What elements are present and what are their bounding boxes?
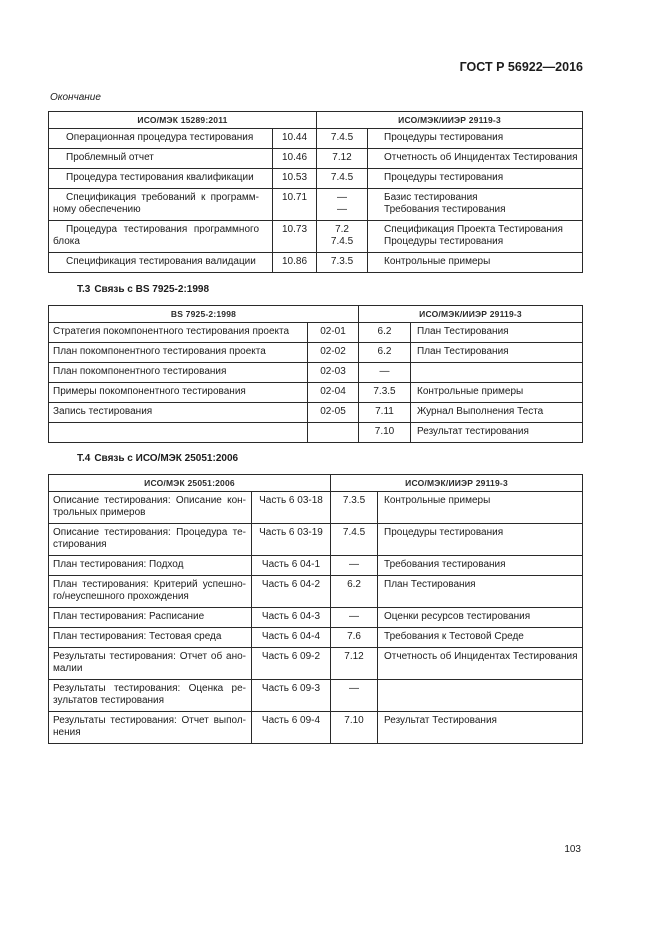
table-row bbox=[49, 712, 583, 744]
cell-text-line: 7.10 bbox=[374, 426, 395, 437]
correspondence-table-iso-25051 bbox=[48, 474, 583, 744]
target-clause-ref bbox=[359, 403, 411, 423]
cell-text-line: Описание тестирования: Процедура те- bbox=[53, 527, 246, 538]
target-information-item bbox=[411, 383, 583, 403]
section-number: Т.3 bbox=[77, 284, 91, 295]
target-information-item bbox=[368, 189, 583, 221]
target-information-item bbox=[378, 524, 583, 556]
source-clause-ref bbox=[252, 608, 331, 628]
cell-text-line: 6.2 bbox=[347, 579, 361, 590]
source-clause-ref bbox=[273, 253, 317, 273]
table-row bbox=[49, 492, 583, 524]
cell-text-line: План Тестирования bbox=[417, 326, 509, 337]
correspondence-table-iso-15289 bbox=[48, 111, 583, 273]
source-clause-ref bbox=[308, 343, 359, 363]
cell-text-line: Требования тестирования bbox=[384, 559, 506, 570]
target-standard-header: ИСО/МЭК/ИИЭР 29119-3 bbox=[317, 112, 583, 129]
cell-text-line: Результат Тестирования bbox=[384, 715, 497, 726]
source-clause-ref bbox=[308, 383, 359, 403]
table-row bbox=[49, 556, 583, 576]
target-clause-ref bbox=[331, 524, 378, 556]
target-clause-ref bbox=[359, 383, 411, 403]
source-clause-ref bbox=[252, 680, 331, 712]
cell-text-line: 02-02 bbox=[320, 346, 346, 357]
cell-text-line: нения bbox=[53, 727, 81, 738]
cell-text-line: Контрольные примеры bbox=[417, 386, 524, 397]
table-row bbox=[49, 648, 583, 680]
source-clause-ref bbox=[252, 524, 331, 556]
target-clause-ref bbox=[317, 129, 368, 149]
source-clause-ref bbox=[252, 712, 331, 744]
table-body bbox=[49, 323, 583, 443]
cell-text-line: 02-04 bbox=[320, 386, 346, 397]
target-clause-ref bbox=[331, 712, 378, 744]
target-information-item bbox=[411, 423, 583, 443]
source-clause-ref bbox=[308, 323, 359, 343]
source-document-item bbox=[49, 576, 252, 608]
cell-text-line: Часть 6 04-1 bbox=[261, 559, 321, 570]
table-body bbox=[49, 129, 583, 273]
source-clause-ref bbox=[273, 221, 317, 253]
source-document-item bbox=[49, 253, 273, 273]
table-row bbox=[49, 323, 583, 343]
cell-text-line: Примеры покомпонентного тестирования bbox=[53, 386, 246, 397]
cell-text-line: — bbox=[337, 204, 348, 215]
cell-text-line: блока bbox=[53, 236, 80, 247]
table-row bbox=[49, 221, 583, 253]
cell-text-line: 7.2 bbox=[335, 224, 349, 235]
source-standard-header: ИСО/МЭК 15289:2011 bbox=[49, 112, 317, 129]
table-head bbox=[49, 112, 583, 129]
cell-text-line: — bbox=[349, 683, 360, 694]
target-information-item bbox=[378, 648, 583, 680]
cell-text-line: — bbox=[349, 611, 360, 622]
target-clause-ref bbox=[317, 221, 368, 253]
target-clause-ref bbox=[331, 628, 378, 648]
cell-text-line: Контрольные примеры bbox=[384, 256, 491, 267]
cell-text-line: 10.44 bbox=[281, 132, 308, 143]
cell-text-line: Процедура тестирования программного bbox=[66, 224, 259, 235]
cell-text-line: трольных примеров bbox=[53, 507, 146, 518]
target-information-item bbox=[411, 343, 583, 363]
cell-text-line: 7.12 bbox=[344, 651, 364, 662]
target-clause-ref bbox=[359, 343, 411, 363]
source-document-item bbox=[49, 556, 252, 576]
source-clause-ref bbox=[273, 149, 317, 169]
cell-text-line: План тестирования: Тестовая среда bbox=[53, 631, 222, 642]
target-clause-ref bbox=[359, 423, 411, 443]
cell-text-line: Процедура тестирования квалификации bbox=[66, 172, 254, 183]
source-clause-ref bbox=[252, 576, 331, 608]
cell-text-line: Описание тестирования: Описание кон- bbox=[53, 495, 246, 506]
cell-text-line: Стратегия покомпонентного тестирования проекта bbox=[53, 326, 290, 337]
document-designation: ГОСТ Р 56922—2016 bbox=[459, 60, 583, 74]
cell-text-line: План покомпонентного тестирования проекта bbox=[53, 346, 266, 357]
cell-text-line: Процедуры тестирования bbox=[384, 527, 504, 538]
cell-text-line: — bbox=[337, 192, 348, 203]
table-row bbox=[49, 253, 583, 273]
cell-text-line: 7.3.5 bbox=[342, 495, 366, 506]
section-heading-t4 bbox=[77, 453, 238, 465]
cell-text-line: 10.53 bbox=[281, 172, 308, 183]
cell-text-line: 02-03 bbox=[320, 366, 346, 377]
cell-text-line: Часть 6 09-3 bbox=[261, 683, 321, 694]
source-standard-header: ИСО/МЭК 25051:2006 bbox=[49, 475, 331, 492]
source-document-item bbox=[49, 524, 252, 556]
source-document-item bbox=[49, 363, 308, 383]
source-clause-ref bbox=[252, 556, 331, 576]
target-information-item bbox=[368, 169, 583, 189]
section-title: Связь с ИСО/МЭК 25051:2006 bbox=[94, 453, 239, 464]
target-clause-ref bbox=[317, 169, 368, 189]
correspondence-table-bs-7925 bbox=[48, 305, 583, 443]
target-clause-ref bbox=[359, 363, 411, 383]
source-clause-ref bbox=[252, 648, 331, 680]
cell-text-line: 7.4.5 bbox=[342, 527, 366, 538]
cell-text-line: малии bbox=[53, 663, 83, 674]
cell-text-line: Отчетность об Инцидентах Тестирования bbox=[384, 651, 578, 662]
source-clause-ref bbox=[308, 423, 359, 443]
cell-text-line: 02-05 bbox=[320, 406, 346, 417]
table-row bbox=[49, 149, 583, 169]
target-clause-ref bbox=[331, 680, 378, 712]
cell-text-line: План тестирования: Подход bbox=[53, 559, 184, 570]
table-row bbox=[49, 363, 583, 383]
target-clause-ref bbox=[331, 556, 378, 576]
cell-text-line: Требования тестирования bbox=[384, 204, 506, 215]
cell-text-line: 10.46 bbox=[281, 152, 308, 163]
cell-text-line: 7.4.5 bbox=[330, 132, 354, 143]
source-document-item bbox=[49, 169, 273, 189]
source-clause-ref bbox=[273, 129, 317, 149]
cell-text-line: 7.4.5 bbox=[330, 236, 354, 247]
source-document-item bbox=[49, 383, 308, 403]
cell-text-line: Результаты тестирования: Оценка ре- bbox=[53, 683, 246, 694]
page-number: 103 bbox=[564, 844, 581, 855]
cell-text-line: Отчетность об Инцидентах Тестирования bbox=[384, 152, 578, 163]
target-information-item bbox=[411, 403, 583, 423]
table-row bbox=[49, 169, 583, 189]
target-information-item bbox=[368, 149, 583, 169]
target-clause-ref bbox=[331, 492, 378, 524]
cell-text-line: Операционная процедура тестирования bbox=[66, 132, 254, 143]
cell-text-line: 7.4.5 bbox=[330, 172, 354, 183]
cell-text-line: Журнал Выполнения Теста bbox=[417, 406, 544, 417]
table-row bbox=[49, 423, 583, 443]
cell-text-line: План тестирования: Расписание bbox=[53, 611, 205, 622]
source-document-item bbox=[49, 403, 308, 423]
cell-text-line: Процедуры тестирования bbox=[384, 172, 504, 183]
table-row bbox=[49, 343, 583, 363]
table-row bbox=[49, 628, 583, 648]
table-header-row bbox=[49, 306, 583, 323]
cell-text-line: Результат тестирования bbox=[417, 426, 529, 437]
target-information-item bbox=[378, 712, 583, 744]
target-information-item bbox=[378, 556, 583, 576]
cell-text-line: го/неуспешного прохождения bbox=[53, 591, 189, 602]
cell-text-line: Базис тестирования bbox=[384, 192, 478, 203]
target-information-item bbox=[368, 221, 583, 253]
cell-text-line: — bbox=[379, 366, 390, 377]
source-clause-ref bbox=[308, 363, 359, 383]
cell-text-line: 7.3.5 bbox=[330, 256, 354, 267]
table-row bbox=[49, 383, 583, 403]
cell-text-line: Часть 6 09-2 bbox=[261, 651, 321, 662]
cell-text-line: План Тестирования bbox=[417, 346, 509, 357]
cell-text-line: — bbox=[349, 559, 360, 570]
cell-text-line: Контрольные примеры bbox=[384, 495, 491, 506]
source-clause-ref bbox=[252, 628, 331, 648]
table-row bbox=[49, 576, 583, 608]
target-clause-ref bbox=[359, 323, 411, 343]
cell-text-line: 7.12 bbox=[332, 152, 352, 163]
target-clause-ref bbox=[317, 189, 368, 221]
source-document-item bbox=[49, 189, 273, 221]
section-number: Т.4 bbox=[77, 453, 91, 464]
cell-text-line: 10.86 bbox=[281, 256, 308, 267]
target-information-item bbox=[378, 608, 583, 628]
cell-text-line: 7.6 bbox=[347, 631, 361, 642]
target-clause-ref bbox=[331, 608, 378, 628]
cell-text-line: 7.3.5 bbox=[373, 386, 396, 397]
source-document-item bbox=[49, 129, 273, 149]
source-clause-ref bbox=[273, 169, 317, 189]
cell-text-line: Спецификация тестирования валидации bbox=[66, 256, 256, 267]
source-document-item bbox=[49, 492, 252, 524]
cell-text-line: Результаты тестирования: Отчет об ано- bbox=[53, 651, 246, 662]
cell-text-line: 10.71 bbox=[281, 192, 308, 203]
table-row bbox=[49, 680, 583, 712]
source-document-item bbox=[49, 343, 308, 363]
table-header-row bbox=[49, 475, 583, 492]
cell-text-line: Часть 6 04-2 bbox=[261, 579, 321, 590]
target-information-item bbox=[378, 680, 583, 712]
cell-text-line: зультатов тестирования bbox=[53, 695, 165, 706]
target-information-item bbox=[368, 253, 583, 273]
source-document-item bbox=[49, 323, 308, 343]
cell-text-line: стирования bbox=[53, 539, 107, 550]
cell-text-line: Часть 6 03-18 bbox=[259, 495, 323, 506]
target-information-item bbox=[378, 628, 583, 648]
target-information-item bbox=[378, 576, 583, 608]
table-row bbox=[49, 608, 583, 628]
cell-text-line: ному обеспечению bbox=[53, 204, 141, 215]
cell-text-line: Часть 6 03-19 bbox=[259, 527, 323, 538]
source-document-item bbox=[49, 221, 273, 253]
section-title: Связь с BS 7925-2:1998 bbox=[94, 284, 210, 295]
cell-text-line: 7.11 bbox=[375, 406, 394, 417]
cell-text-line: План тестирования: Критерий успешно- bbox=[53, 579, 246, 590]
cell-text-line: Спецификация Проекта Тестирования bbox=[384, 224, 563, 235]
target-information-item bbox=[368, 129, 583, 149]
target-standard-header: ИСО/МЭК/ИИЭР 29119-3 bbox=[331, 475, 583, 492]
cell-text-line: Процедуры тестирования bbox=[384, 236, 504, 247]
source-clause-ref bbox=[273, 189, 317, 221]
cell-text-line: План Тестирования bbox=[384, 579, 476, 590]
source-clause-ref bbox=[308, 403, 359, 423]
target-information-item bbox=[378, 492, 583, 524]
target-standard-header: ИСО/МЭК/ИИЭР 29119-3 bbox=[359, 306, 583, 323]
cell-text-line: 6.2 bbox=[377, 346, 392, 357]
cell-text-line: Требования к Тестовой Среде bbox=[384, 631, 524, 642]
table-body bbox=[49, 492, 583, 744]
table-header-row bbox=[49, 112, 583, 129]
cell-text-line: Часть 6 09-4 bbox=[261, 715, 321, 726]
section-heading-t3 bbox=[77, 284, 209, 296]
table-continuation-label: Окончание bbox=[50, 92, 101, 103]
source-document-item bbox=[49, 149, 273, 169]
table-head bbox=[49, 475, 583, 492]
cell-text-line: Результаты тестирования: Отчет выпол- bbox=[53, 715, 246, 726]
cell-text-line: 7.10 bbox=[344, 715, 364, 726]
cell-text-line: Запись тестирования bbox=[53, 406, 153, 417]
source-document-item bbox=[49, 423, 308, 443]
cell-text-line: Спецификация требований к программ- bbox=[66, 192, 259, 203]
source-document-item bbox=[49, 628, 252, 648]
cell-text-line: Часть 6 04-4 bbox=[261, 631, 321, 642]
target-information-item bbox=[411, 323, 583, 343]
cell-text-line: Часть 6 04-3 bbox=[261, 611, 321, 622]
table-row bbox=[49, 129, 583, 149]
cell-text-line: Проблемный отчет bbox=[66, 152, 154, 163]
table-row bbox=[49, 403, 583, 423]
source-document-item bbox=[49, 648, 252, 680]
source-standard-header: BS 7925-2:1998 bbox=[49, 306, 359, 323]
cell-text-line: 6.2 bbox=[377, 326, 392, 337]
cell-text-line: 02-01 bbox=[320, 326, 346, 337]
source-clause-ref bbox=[252, 492, 331, 524]
table-head bbox=[49, 306, 583, 323]
target-clause-ref bbox=[317, 253, 368, 273]
source-document-item bbox=[49, 712, 252, 744]
target-clause-ref bbox=[317, 149, 368, 169]
source-document-item bbox=[49, 680, 252, 712]
target-clause-ref bbox=[331, 648, 378, 680]
cell-text-line: Оценки ресурсов тестирования bbox=[384, 611, 531, 622]
cell-text-line: 10.73 bbox=[281, 224, 308, 235]
table-row bbox=[49, 189, 583, 221]
cell-text-line: План покомпонентного тестирования bbox=[53, 366, 227, 377]
table-row bbox=[49, 524, 583, 556]
cell-text-line: Процедуры тестирования bbox=[384, 132, 504, 143]
target-information-item bbox=[411, 363, 583, 383]
source-document-item bbox=[49, 608, 252, 628]
target-clause-ref bbox=[331, 576, 378, 608]
